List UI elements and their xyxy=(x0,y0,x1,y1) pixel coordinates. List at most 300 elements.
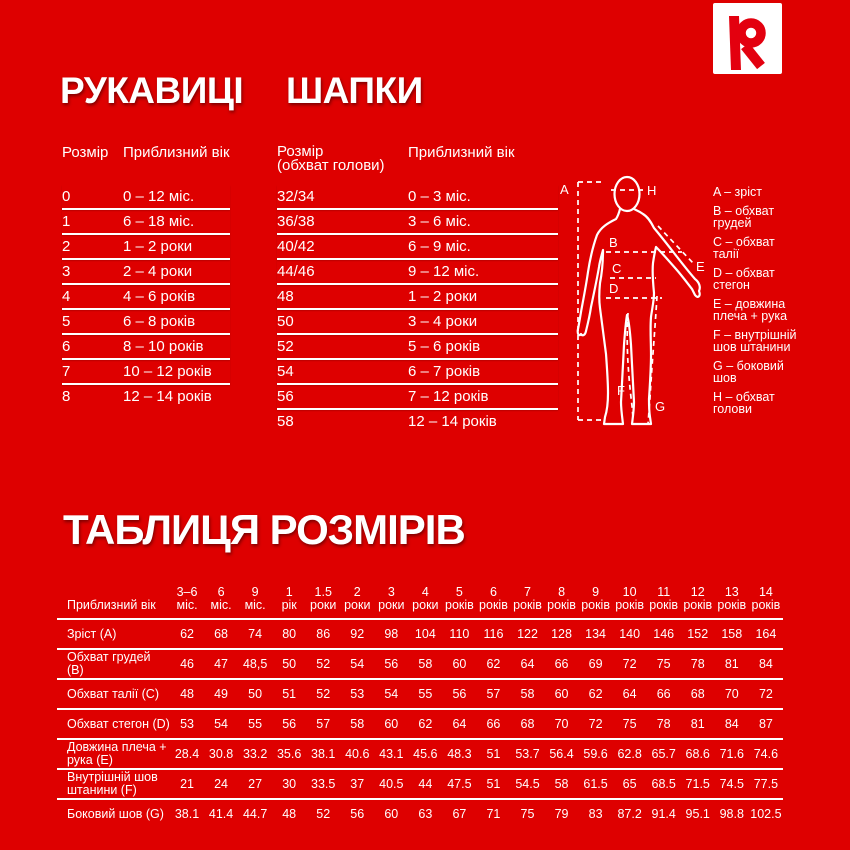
measurement-value: 54 xyxy=(214,716,229,731)
age-column-header xyxy=(238,578,272,619)
legend-item-line: F – внутрішній xyxy=(713,327,797,342)
age-column-header xyxy=(306,578,340,619)
measurement-value: 51 xyxy=(282,686,297,701)
measurement-row xyxy=(57,799,783,828)
measurement-value: 92 xyxy=(350,626,365,641)
measurement-value: 84 xyxy=(724,716,739,731)
age-column-number: 1 xyxy=(285,585,293,599)
measurement-value: 87 xyxy=(758,716,773,731)
legend-item-line: B – обхват xyxy=(713,203,775,218)
measurement-value: 60 xyxy=(384,716,399,731)
age-value: 0 – 3 міс. xyxy=(408,188,471,205)
legend-item-line: E – довжина xyxy=(713,296,786,311)
measurement-value: 66 xyxy=(486,716,501,731)
measurement-value: 58 xyxy=(418,656,433,671)
measurement-label: Довжина плеча + рука (E) xyxy=(67,740,167,767)
measurement-value: 98 xyxy=(384,626,399,641)
legend-item-line: стегон xyxy=(713,278,750,292)
measurement-value: 56 xyxy=(452,686,467,701)
age-row-header: Приблизний вік xyxy=(67,598,156,612)
legend-item-line: шов штанини xyxy=(713,340,791,354)
age-column-unit: років xyxy=(751,598,781,612)
age-column-unit: років xyxy=(547,598,576,612)
age-column-header xyxy=(715,578,749,619)
measurement-value: 46 xyxy=(180,656,194,671)
measurement-value: 52 xyxy=(316,656,331,671)
measurement-value: 40.5 xyxy=(379,776,404,791)
measurement-value: 152 xyxy=(687,626,709,641)
age-value: 7 – 12 років xyxy=(408,388,489,405)
legend-item-line: голови xyxy=(713,402,752,416)
age-value: 0 – 12 міс. xyxy=(123,188,195,205)
size-row xyxy=(62,235,230,260)
brand-r-icon xyxy=(713,3,782,74)
age-value: 3 – 4 роки xyxy=(408,313,478,330)
legend-item-line: плеча + рука xyxy=(713,309,788,323)
age-column-number: 10 xyxy=(622,585,637,599)
measurement-value: 78 xyxy=(656,716,671,731)
age-column-number: 1.5 xyxy=(314,585,332,599)
measurement-value: 54.5 xyxy=(515,776,540,791)
measurement-value: 55 xyxy=(418,686,433,701)
size-row xyxy=(277,210,558,235)
size-value: 50 xyxy=(277,313,294,330)
age-column-unit: років xyxy=(683,598,713,612)
measurement-value: 40.6 xyxy=(345,746,370,761)
measurement-value: 68 xyxy=(214,626,229,641)
age-column-unit: років xyxy=(445,598,474,612)
measurement-value: 84 xyxy=(758,656,773,671)
age-column-number: 9 xyxy=(251,585,259,599)
figure-label-E: E xyxy=(696,259,705,274)
age-column-header xyxy=(170,578,204,619)
age-column-number: 2 xyxy=(353,585,361,599)
legend-item xyxy=(713,360,843,385)
size-value: 6 xyxy=(62,338,71,355)
measurement-value: 33.2 xyxy=(242,746,268,761)
measurement-value: 44 xyxy=(418,776,433,791)
measurement-value: 37 xyxy=(350,776,365,791)
measurement-value: 71.6 xyxy=(719,746,744,761)
measurement-value: 146 xyxy=(653,626,675,641)
measurement-value: 56 xyxy=(282,716,297,731)
measurement-value: 74 xyxy=(248,626,263,641)
size-value: 0 xyxy=(62,188,71,205)
size-value: 7 xyxy=(62,363,71,380)
size-row xyxy=(62,210,230,235)
measurement-legend xyxy=(713,186,843,422)
figure-label-B: B xyxy=(609,235,618,250)
measurement-value: 58 xyxy=(350,716,365,731)
size-value: 40/42 xyxy=(277,238,315,255)
size-row xyxy=(62,260,230,285)
mittens-size-column-header: Розмір xyxy=(62,144,109,161)
age-value: 3 – 6 міс. xyxy=(408,213,471,230)
age-column-unit: років xyxy=(479,598,508,612)
size-value: 4 xyxy=(62,288,71,305)
age-column-header xyxy=(613,578,647,619)
measurement-value: 52 xyxy=(316,806,331,821)
size-row xyxy=(277,235,558,260)
measurement-label: Внутрішній шов штанини (F) xyxy=(67,770,158,797)
measurement-value: 68 xyxy=(690,686,705,701)
measurement-value: 87.2 xyxy=(617,806,642,821)
measurement-value: 56 xyxy=(350,806,365,821)
size-value: 32/34 xyxy=(277,188,315,205)
measurement-value: 68.5 xyxy=(651,776,676,791)
age-value: 12 – 14 років xyxy=(123,388,212,405)
size-row xyxy=(277,385,558,410)
legend-item-line: G – боковий xyxy=(713,358,784,373)
hats-age-column-header: Приблизний вік xyxy=(408,144,515,161)
age-column-number: 4 xyxy=(421,585,429,599)
measurement-value: 80 xyxy=(282,626,297,641)
age-column-header xyxy=(545,578,579,619)
measurement-value: 64 xyxy=(520,656,535,671)
size-row xyxy=(277,335,558,360)
age-column-unit: міс. xyxy=(244,598,266,612)
figure-label-A: A xyxy=(560,182,569,197)
age-column-unit: років xyxy=(513,598,542,612)
measurement-value: 81 xyxy=(690,716,705,731)
age-column-unit: роки xyxy=(310,598,337,612)
measurement-value: 28.4 xyxy=(174,746,200,761)
measurement-value: 75 xyxy=(520,806,535,821)
age-column-number: 14 xyxy=(758,585,773,599)
size-value: 3 xyxy=(62,263,71,280)
measurement-value: 51 xyxy=(486,746,501,761)
measurement-label: Обхват грудей (B) xyxy=(67,650,151,677)
measurement-value: 62 xyxy=(588,686,603,701)
measurement-value: 56 xyxy=(384,656,399,671)
legend-item-line: грудей xyxy=(713,216,752,230)
measurement-value: 45.6 xyxy=(413,746,438,761)
measurement-value: 35.6 xyxy=(276,746,302,761)
measurement-label: Боковий шов (G) xyxy=(67,806,164,821)
age-column-number: 3–6 xyxy=(176,585,198,599)
measurement-value: 116 xyxy=(483,626,504,641)
measurement-value: 71 xyxy=(486,806,501,821)
measurement-value: 59.6 xyxy=(583,746,608,761)
age-column-number: 7 xyxy=(524,585,531,599)
measurement-value: 71.5 xyxy=(685,776,710,791)
measurement-value: 104 xyxy=(414,626,436,641)
measurement-value: 110 xyxy=(449,626,470,641)
age-column-unit: роки xyxy=(378,598,405,612)
figure-label-D: D xyxy=(609,281,619,296)
measurement-value: 53 xyxy=(180,716,194,731)
measurement-value: 63 xyxy=(418,806,433,821)
age-column-number: 8 xyxy=(558,585,566,599)
measurement-value: 50 xyxy=(282,656,297,671)
measurement-value: 51 xyxy=(486,776,501,791)
figure-body-outline xyxy=(578,209,700,424)
measurement-value: 91.4 xyxy=(651,806,676,821)
age-value: 6 – 7 років xyxy=(408,363,481,380)
size-value: 1 xyxy=(62,213,71,230)
measurement-value: 75 xyxy=(656,656,671,671)
age-column-unit: роки xyxy=(412,598,439,612)
measurement-value: 68.6 xyxy=(685,746,710,761)
measurement-value: 38.1 xyxy=(174,806,200,821)
size-row xyxy=(62,335,230,360)
measurement-value: 48.3 xyxy=(447,746,472,761)
legend-item xyxy=(713,205,843,230)
measurement-value: 48,5 xyxy=(242,656,268,671)
measurement-value: 53 xyxy=(350,686,365,701)
measurement-row xyxy=(57,739,783,769)
size-row xyxy=(62,310,230,335)
figure-head xyxy=(615,177,640,211)
measurement-value: 68 xyxy=(520,716,535,731)
measurement-label: Обхват талії (C) xyxy=(67,686,159,701)
measurement-row xyxy=(57,679,783,709)
mittens-size-table xyxy=(62,142,230,408)
measurement-value: 64 xyxy=(452,716,467,731)
measurement-value: 30 xyxy=(282,776,297,791)
legend-item-line: A – зріст xyxy=(713,185,762,199)
age-value: 6 – 9 міс. xyxy=(408,238,471,255)
size-row xyxy=(277,260,558,285)
measurement-value: 48 xyxy=(180,686,194,701)
brand-logo xyxy=(713,3,782,74)
age-value: 6 – 18 міс. xyxy=(123,213,195,230)
size-value: 58 xyxy=(277,413,294,430)
measurement-value: 58 xyxy=(554,776,569,791)
mittens-table-header xyxy=(62,142,230,185)
measurement-value: 75 xyxy=(622,716,637,731)
age-column-unit: років xyxy=(717,598,747,612)
legend-item-line: H – обхват xyxy=(713,389,775,404)
size-value: 36/38 xyxy=(277,213,315,230)
mittens-age-column-header: Приблизний вік xyxy=(123,144,230,161)
measurement-value: 95.1 xyxy=(685,806,710,821)
body-measurement-diagram xyxy=(552,158,712,450)
age-column-number: 11 xyxy=(657,585,671,599)
age-column-number: 13 xyxy=(724,585,739,599)
age-column-header xyxy=(204,578,238,619)
measurement-value: 128 xyxy=(551,626,572,641)
measurement-value: 70 xyxy=(724,686,739,701)
measurement-value: 72 xyxy=(588,716,603,731)
measurement-value: 27 xyxy=(248,776,263,791)
age-value: 5 – 6 років xyxy=(408,338,481,355)
age-column-unit: міс. xyxy=(210,598,232,612)
age-column-header xyxy=(749,578,783,619)
measurement-value: 74.6 xyxy=(753,746,779,761)
measurement-value: 65.7 xyxy=(651,746,676,761)
legend-item xyxy=(713,391,843,416)
hats-size-table xyxy=(277,142,558,433)
age-value: 4 – 6 років xyxy=(123,288,196,305)
measurement-value: 65 xyxy=(622,776,637,791)
measurement-value: 61.5 xyxy=(583,776,608,791)
figure-label-G: G xyxy=(655,399,666,414)
measurement-value: 60 xyxy=(452,656,467,671)
age-column-number: 6 xyxy=(489,585,497,599)
legend-item xyxy=(713,186,843,199)
figure-label-F: F xyxy=(617,383,625,398)
measurement-value: 78 xyxy=(690,656,705,671)
age-column-unit: років xyxy=(615,598,645,612)
legend-item-line: шов xyxy=(713,371,737,385)
measurement-value: 58 xyxy=(520,686,535,701)
size-row xyxy=(62,385,230,408)
age-column-number: 5 xyxy=(455,585,463,599)
measurement-value: 54 xyxy=(384,686,399,701)
age-value: 9 – 12 міс. xyxy=(408,263,480,280)
size-value: 48 xyxy=(277,288,294,305)
measurement-value: 83 xyxy=(588,806,603,821)
age-column-number: 3 xyxy=(387,585,395,599)
measurement-value: 158 xyxy=(721,626,743,641)
measurement-value: 67 xyxy=(452,806,467,821)
measurement-value: 81 xyxy=(724,656,739,671)
size-value: 2 xyxy=(62,238,71,255)
age-column-unit: міс. xyxy=(176,598,198,612)
measure-line-E xyxy=(658,226,693,263)
size-row xyxy=(277,285,558,310)
size-row xyxy=(277,360,558,385)
age-value: 2 – 4 роки xyxy=(123,263,193,280)
measurement-value: 66 xyxy=(656,686,671,701)
age-column-unit: років xyxy=(649,598,679,612)
measurement-value: 60 xyxy=(554,686,569,701)
measurement-value: 57 xyxy=(486,686,501,701)
measurement-value: 62 xyxy=(418,716,433,731)
age-value: 8 – 10 років xyxy=(123,338,204,355)
age-column-header xyxy=(272,578,306,619)
size-table-header-row xyxy=(57,578,783,619)
measurement-value: 98.8 xyxy=(719,806,744,821)
measurement-value: 57 xyxy=(316,716,331,731)
measurement-value: 47.5 xyxy=(447,776,472,791)
age-column-unit: рік xyxy=(281,598,297,612)
size-value: 5 xyxy=(62,313,71,330)
measurement-value: 62.8 xyxy=(617,746,642,761)
age-column-number: 12 xyxy=(690,585,705,599)
measurement-value: 30.8 xyxy=(208,746,234,761)
age-column-unit: років xyxy=(581,598,610,612)
age-column-header xyxy=(442,578,476,619)
measurement-value: 122 xyxy=(517,626,538,641)
measurement-value: 102.5 xyxy=(750,806,782,821)
measurement-value: 164 xyxy=(755,626,777,641)
age-column-header xyxy=(681,578,715,619)
age-column-header xyxy=(374,578,408,619)
measurement-value: 62 xyxy=(180,626,194,641)
size-value: 8 xyxy=(62,388,71,405)
measurement-value: 33.5 xyxy=(311,776,336,791)
measurement-value: 21 xyxy=(180,776,194,791)
age-value: 1 – 2 роки xyxy=(408,288,478,305)
measurement-value: 79 xyxy=(554,806,569,821)
age-column-header xyxy=(340,578,374,619)
legend-item-line: D – обхват xyxy=(713,265,775,280)
size-table-title: ТАБЛИЦЯ РОЗМІРІВ xyxy=(63,506,465,553)
measurement-value: 55 xyxy=(248,716,263,731)
hats-size-column-header: Розмір (обхват голови) xyxy=(277,143,385,174)
measurement-value: 140 xyxy=(619,626,641,641)
mittens-title: РУКАВИЦІ xyxy=(60,70,244,111)
measurement-value: 41.4 xyxy=(208,806,234,821)
measurement-row xyxy=(57,769,783,799)
measurement-value: 72 xyxy=(622,656,637,671)
age-column-number: 6 xyxy=(217,585,225,599)
measurement-value: 70 xyxy=(554,716,569,731)
measurement-value: 134 xyxy=(585,626,607,641)
size-value: 54 xyxy=(277,363,294,380)
age-value: 12 – 14 років xyxy=(408,413,497,430)
measurement-label: Обхват стегон (D) xyxy=(67,716,170,731)
measurement-row xyxy=(57,619,783,649)
age-column-header xyxy=(579,578,613,619)
measurement-value: 72 xyxy=(758,686,773,701)
age-column-number: 9 xyxy=(592,585,600,599)
measurement-value: 66 xyxy=(554,656,569,671)
size-row xyxy=(277,410,558,433)
measurement-value: 56.4 xyxy=(549,746,574,761)
measurement-value: 69 xyxy=(588,656,603,671)
age-column-header xyxy=(408,578,442,619)
size-row xyxy=(62,285,230,310)
age-value: 10 – 12 років xyxy=(123,363,212,380)
measurement-value: 60 xyxy=(384,806,399,821)
legend-item xyxy=(713,329,843,354)
measurement-value: 47 xyxy=(214,656,229,671)
size-row xyxy=(62,360,230,385)
hats-title: ШАПКИ xyxy=(286,70,423,111)
measurement-row xyxy=(57,709,783,739)
size-value: 56 xyxy=(277,388,294,405)
measurement-row xyxy=(57,649,783,679)
size-row xyxy=(277,185,558,210)
measurement-value: 74.5 xyxy=(719,776,744,791)
size-row xyxy=(277,310,558,335)
measurement-label: Зріст (A) xyxy=(67,626,117,641)
measurement-value: 43.1 xyxy=(379,746,404,761)
age-column-unit: роки xyxy=(344,598,371,612)
figure-label-C: C xyxy=(612,261,622,276)
age-column-header xyxy=(647,578,681,619)
measurement-value: 44.7 xyxy=(242,806,268,821)
measurement-value: 64 xyxy=(622,686,637,701)
size-value: 44/46 xyxy=(277,263,315,280)
age-column-header xyxy=(510,578,544,619)
measurement-value: 54 xyxy=(350,656,365,671)
figure-label-H: H xyxy=(647,183,657,198)
size-row xyxy=(62,185,230,210)
age-column-header xyxy=(476,578,510,619)
measurement-value: 52 xyxy=(316,686,331,701)
measurement-value: 53.7 xyxy=(515,746,540,761)
measurement-value: 49 xyxy=(214,686,229,701)
size-value: 52 xyxy=(277,338,294,355)
measurement-value: 38.1 xyxy=(311,746,336,761)
age-value: 1 – 2 роки xyxy=(123,238,193,255)
legend-item-line: C – обхват xyxy=(713,234,775,249)
hats-table-rows xyxy=(277,185,558,433)
hats-table-header xyxy=(277,142,558,185)
size-table xyxy=(57,578,783,828)
measurement-value: 77.5 xyxy=(753,776,779,791)
legend-item xyxy=(713,267,843,292)
measurement-value: 50 xyxy=(248,686,263,701)
measurement-value: 24 xyxy=(214,776,229,791)
measurement-value: 86 xyxy=(316,626,331,641)
age-value: 6 – 8 років xyxy=(123,313,196,330)
legend-item xyxy=(713,236,843,261)
